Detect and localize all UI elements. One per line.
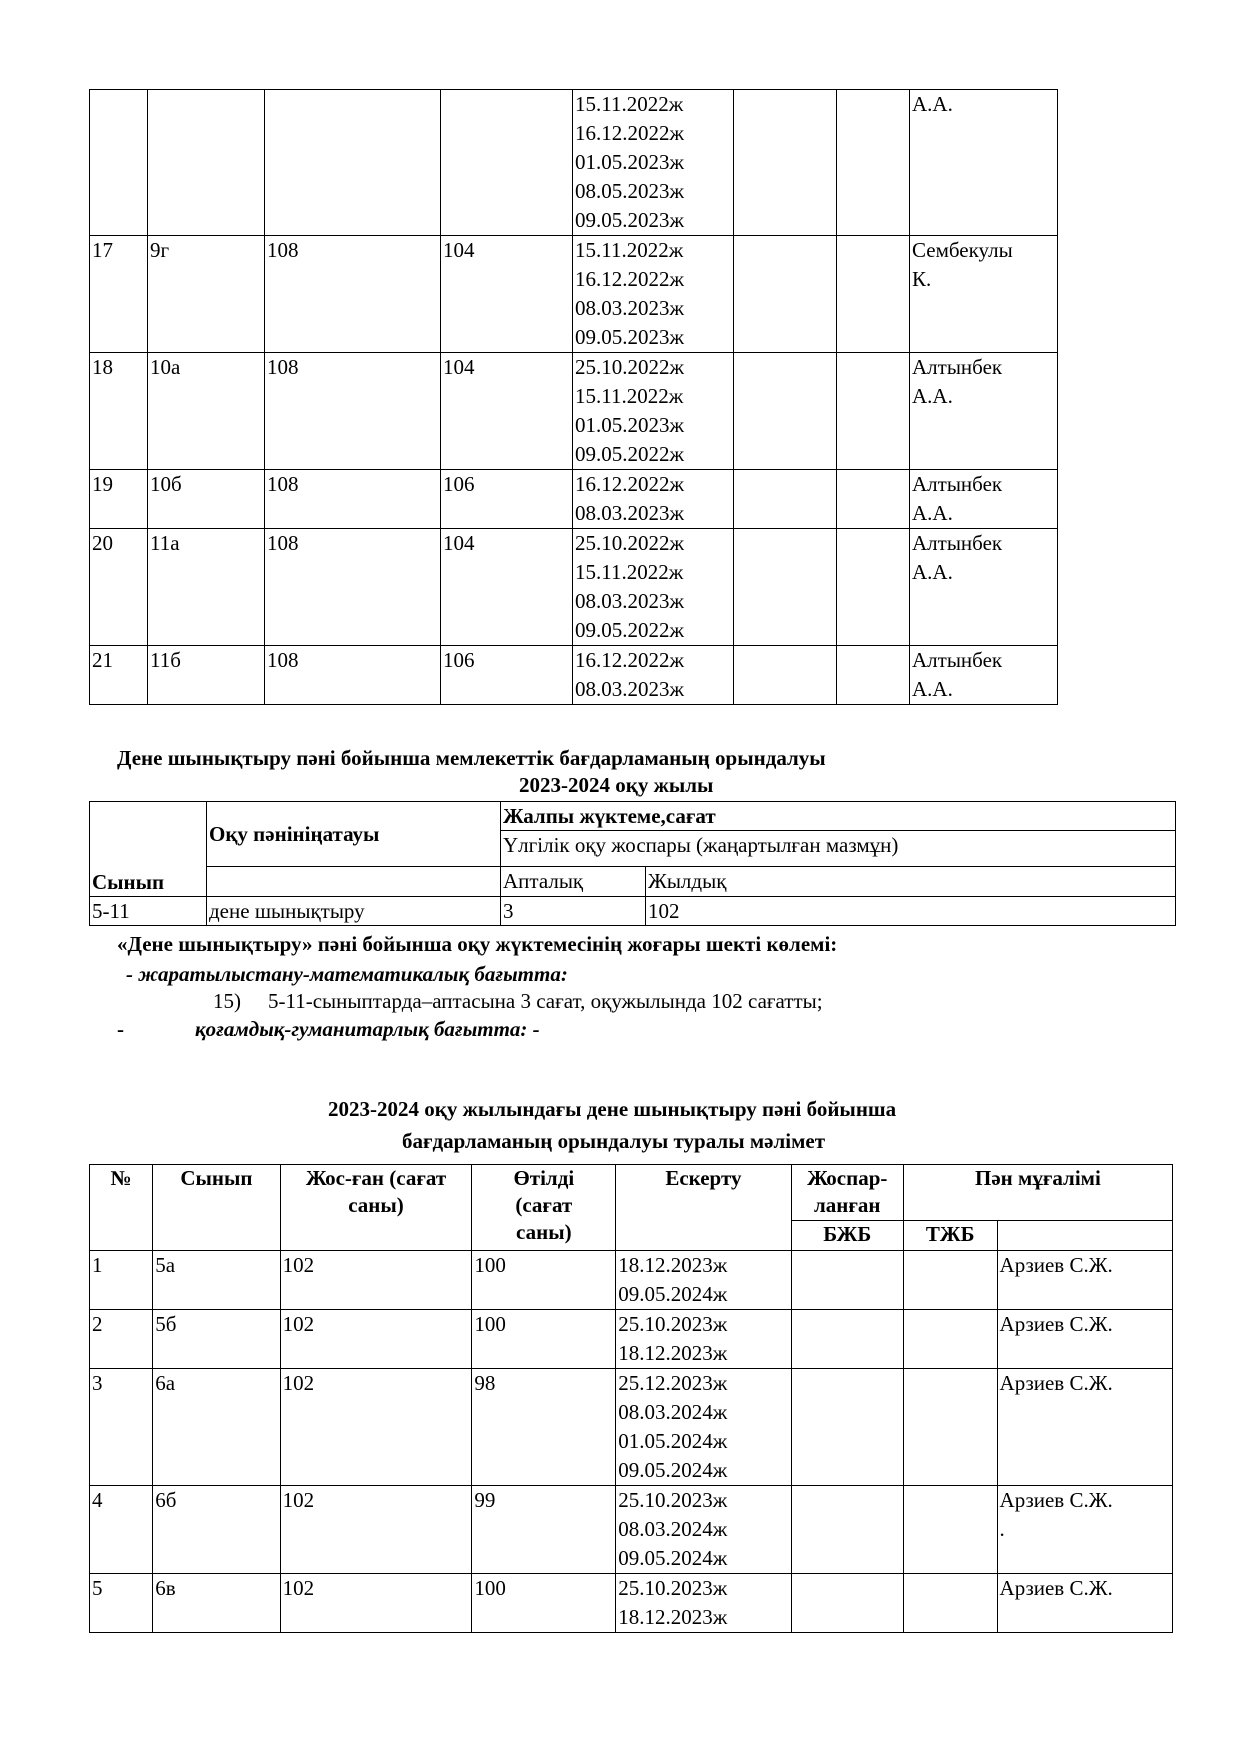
table-row (90, 1486, 1173, 1574)
header-yearly: Жылдық (646, 867, 1176, 897)
row-bzhb (734, 470, 837, 529)
row-done-hours: 104 (441, 236, 573, 353)
row-dates-line: 18.12.2023ж (618, 1341, 728, 1365)
row-dates (573, 529, 734, 646)
row-done-hours: 99 (472, 1486, 616, 1574)
row-number: 5 (90, 1574, 153, 1633)
row-tzhb (837, 353, 910, 470)
header-no: № (90, 1165, 153, 1251)
row-teacher (997, 1486, 1172, 1574)
row-dates-line: 09.05.2024ж (618, 1282, 728, 1306)
row-done-hours: 100 (472, 1251, 616, 1310)
row-teacher (910, 646, 1058, 705)
row-dates-line: 16.12.2022ж (575, 267, 685, 291)
row-teacher-line: Арзиев С.Ж. (999, 1576, 1113, 1600)
row-dates-line: 25.10.2022ж (575, 355, 685, 379)
row-planned-hours: 108 (265, 646, 441, 705)
row-dates (573, 236, 734, 353)
row-planned-hours: 102 (280, 1574, 472, 1633)
table-row (90, 236, 1058, 353)
row-tzhb (837, 646, 910, 705)
row-dates-line: 08.03.2023ж (575, 296, 685, 320)
header-empty (997, 1221, 1172, 1251)
row-dates (616, 1486, 791, 1574)
row-tzhb (903, 1251, 997, 1310)
row-dates-line: 09.05.2024ж (618, 1458, 728, 1482)
row-number (90, 90, 148, 236)
table-row (90, 646, 1058, 705)
row-dates-line: 25.12.2023ж (618, 1371, 728, 1395)
header-class: Сынып (90, 802, 207, 897)
row-dates (616, 1574, 791, 1633)
row-number: 3 (90, 1369, 153, 1486)
header-note: Ескерту (616, 1165, 791, 1251)
table-row (90, 529, 1058, 646)
header-planned-assessment: Жоспар- ланған (791, 1165, 903, 1221)
header-subject-empty (207, 867, 501, 897)
row-teacher-line: Сембекулы (912, 238, 1013, 262)
notes-item2-dash: - (117, 1017, 124, 1041)
row-planned-hours: 102 (280, 1369, 472, 1486)
table-row (90, 1251, 1173, 1310)
row-bzhb (734, 236, 837, 353)
row-dates-line: 08.03.2024ж (618, 1400, 728, 1424)
row-done-hours: 98 (472, 1369, 616, 1486)
row-tzhb (837, 236, 910, 353)
row-class: 11б (148, 646, 265, 705)
row-class (148, 90, 265, 236)
row-subject: дене шынықтыру (207, 897, 501, 926)
row-dates-line: 25.10.2023ж (618, 1488, 728, 1512)
row-dates-line: 15.11.2022ж (575, 238, 684, 262)
row-dates-line: 08.03.2023ж (575, 501, 685, 525)
row-done-hours: 100 (472, 1574, 616, 1633)
row-teacher-line: Алтынбек (912, 355, 1003, 379)
row-teacher-line: Алтынбек (912, 648, 1003, 672)
header-class: Сынып (153, 1165, 280, 1251)
row-dates (573, 90, 734, 236)
notes-item1: - жаратылыстану-математикалық бағытта: (126, 962, 568, 986)
row-dates-line: 08.05.2023ж (575, 179, 685, 203)
row-teacher-line: А.А. (912, 92, 953, 116)
header-model-plan: Үлгілік оқу жоспары (жаңартылған мазмұн) (501, 831, 1176, 867)
row-teacher-line: К. (912, 267, 932, 291)
row-dates-line: 15.11.2022ж (575, 560, 684, 584)
row-teacher-line: Алтынбек (912, 472, 1003, 496)
row-number: 21 (90, 646, 148, 705)
row-planned-hours (265, 90, 441, 236)
row-teacher-line: Арзиев С.Ж. (999, 1371, 1113, 1395)
row-dates-line: 01.05.2024ж (618, 1429, 728, 1453)
notes-item2: қоғамдық-гуманитарлық бағытта: - (195, 1017, 540, 1041)
program-info-table (89, 1164, 1173, 1633)
row-teacher-line: А.А. (912, 501, 953, 525)
row-tzhb (837, 529, 910, 646)
row-dates-line: 09.05.2022ж (575, 618, 685, 642)
row-teacher-line: Арзиев С.Ж. (999, 1312, 1113, 1336)
row-dates-line: 09.05.2024ж (618, 1546, 728, 1570)
row-bzhb (734, 529, 837, 646)
row-dates-line: 09.05.2022ж (575, 442, 685, 466)
row-class: 6в (153, 1574, 280, 1633)
row-teacher (910, 90, 1058, 236)
section2-title: Дене шынықтыру пәні бойынша мемлекеттік бағдарламаның орындалуы (117, 746, 826, 770)
row-teacher (910, 529, 1058, 646)
row-class: 5а (153, 1251, 280, 1310)
row-planned-hours: 102 (280, 1310, 472, 1369)
row-teacher-line: . (999, 1517, 1005, 1541)
row-planned-hours: 108 (265, 529, 441, 646)
row-number: 2 (90, 1310, 153, 1369)
previous-year-table (89, 89, 1058, 705)
section3-title: 2023-2024 оқу жылындағы дене шынықтыру пәні бойынша (328, 1097, 897, 1121)
row-dates (616, 1369, 791, 1486)
row-bzhb (734, 353, 837, 470)
row-planned-hours: 102 (280, 1486, 472, 1574)
row-teacher-line: А.А. (912, 560, 953, 584)
row-done-hours: 100 (472, 1310, 616, 1369)
row-planned-hours: 108 (265, 353, 441, 470)
row-class: 5б (153, 1310, 280, 1369)
row-bzhb (791, 1310, 903, 1369)
header-total-load: Жалпы жүктеме,сағат (501, 802, 1176, 831)
row-dates (616, 1251, 791, 1310)
header-tzhb: ТЖБ (903, 1221, 997, 1251)
row-done-hours: 104 (441, 529, 573, 646)
row-dates-line: 25.10.2022ж (575, 531, 685, 555)
row-tzhb (903, 1310, 997, 1369)
row-class: 6а (153, 1369, 280, 1486)
row-done-hours: 106 (441, 470, 573, 529)
row-bzhb (791, 1486, 903, 1574)
header-subject: Оқу пәнініңатауы (207, 802, 501, 867)
table-row (90, 470, 1058, 529)
header-done: Өтілді (сағат саны) (472, 1165, 616, 1251)
row-dates-line: 01.05.2023ж (575, 413, 685, 437)
row-planned-hours: 102 (280, 1251, 472, 1310)
section2-year: 2023-2024 оқу жылы (519, 773, 714, 797)
table-row (90, 1369, 1173, 1486)
row-teacher (997, 1369, 1172, 1486)
row-class: 6б (153, 1486, 280, 1574)
row-tzhb (903, 1486, 997, 1574)
row-dates (573, 646, 734, 705)
row-dates (573, 353, 734, 470)
row-bzhb (791, 1369, 903, 1486)
row-tzhb (903, 1574, 997, 1633)
row-class: 11а (148, 529, 265, 646)
row-class: 5-11 (90, 897, 207, 926)
header-bzhb: БЖБ (791, 1221, 903, 1251)
table-row (90, 1310, 1173, 1369)
row-done-hours (441, 90, 573, 236)
row-done-hours: 106 (441, 646, 573, 705)
row-dates-line: 15.11.2022ж (575, 384, 684, 408)
row-dates-line: 08.03.2023ж (575, 677, 685, 701)
row-bzhb (791, 1251, 903, 1310)
row-planned-hours: 108 (265, 236, 441, 353)
row-tzhb (837, 470, 910, 529)
row-dates-line: 15.11.2022ж (575, 92, 684, 116)
header-teacher: Пән мұғалімі (903, 1165, 1172, 1221)
row-number: 1 (90, 1251, 153, 1310)
row-teacher (910, 236, 1058, 353)
row-dates-line: 18.12.2023ж (618, 1605, 728, 1629)
row-tzhb (837, 90, 910, 236)
row-bzhb (734, 646, 837, 705)
header-weekly: Апталық (501, 867, 646, 897)
row-done-hours: 104 (441, 353, 573, 470)
row-dates-line: 25.10.2023ж (618, 1312, 728, 1336)
row-tzhb (903, 1369, 997, 1486)
row-dates-line: 09.05.2023ж (575, 325, 685, 349)
row-teacher-line: Алтынбек (912, 531, 1003, 555)
row-number: 18 (90, 353, 148, 470)
notes-item1-number: 15) (213, 989, 241, 1013)
row-dates-line: 08.03.2023ж (575, 589, 685, 613)
row-weekly: 3 (501, 897, 646, 926)
row-class: 10б (148, 470, 265, 529)
row-teacher-line: А.А. (912, 677, 953, 701)
row-teacher (910, 470, 1058, 529)
row-dates-line: 16.12.2022ж (575, 121, 685, 145)
row-dates-line: 01.05.2023ж (575, 150, 685, 174)
row-class: 10а (148, 353, 265, 470)
row-teacher (997, 1251, 1172, 1310)
row-number: 20 (90, 529, 148, 646)
row-dates (573, 470, 734, 529)
row-teacher-line: Арзиев С.Ж. (999, 1488, 1113, 1512)
notes-item1-text: 5-11-сыныптарда–аптасына 3 сағат, оқужылында 102 сағатты; (268, 989, 823, 1013)
row-dates-line: 16.12.2022ж (575, 648, 685, 672)
row-dates-line: 09.05.2023ж (575, 208, 685, 232)
row-bzhb (791, 1574, 903, 1633)
header-planned: Жос-ған (сағат саны) (280, 1165, 472, 1251)
row-bzhb (734, 90, 837, 236)
row-dates-line: 08.03.2024ж (618, 1517, 728, 1541)
row-teacher-line: А.А. (912, 384, 953, 408)
table-row (90, 90, 1058, 236)
row-dates-line: 18.12.2023ж (618, 1253, 728, 1277)
row-dates-line: 25.10.2023ж (618, 1576, 728, 1600)
table-row (90, 1574, 1173, 1633)
notes-heading: «Дене шынықтыру» пәні бойынша оқу жүктемесінің жоғары шекті көлемі: (117, 932, 838, 956)
table-row (90, 353, 1058, 470)
row-yearly: 102 (646, 897, 1176, 926)
row-number: 19 (90, 470, 148, 529)
row-teacher (997, 1310, 1172, 1369)
state-program-table (89, 801, 1176, 926)
row-class: 9г (148, 236, 265, 353)
row-teacher (910, 353, 1058, 470)
row-teacher (997, 1574, 1172, 1633)
row-planned-hours: 108 (265, 470, 441, 529)
row-dates-line: 16.12.2022ж (575, 472, 685, 496)
row-teacher-line: Арзиев С.Ж. (999, 1253, 1113, 1277)
row-number: 17 (90, 236, 148, 353)
section3-subtitle: бағдарламаның орындалуы туралы мәлімет (402, 1129, 826, 1153)
row-dates (616, 1310, 791, 1369)
row-number: 4 (90, 1486, 153, 1574)
